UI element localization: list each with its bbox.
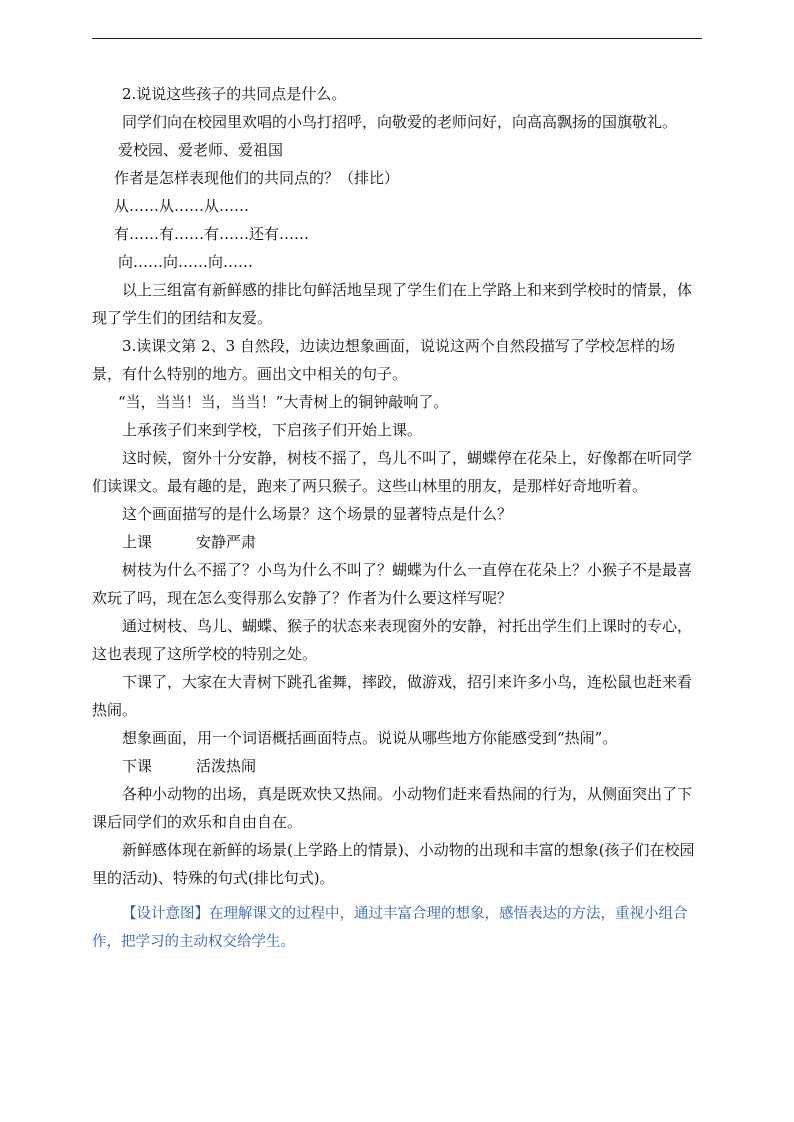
scene-feature: 活泼热闹 xyxy=(196,757,257,775)
quoted-passage: 这时候，窗外十分安静，树枝不摇了，鸟儿不叫了，蝴蝶停在花朵上，好像都在听同学们读课文。最有趣的是，跑来了两只猴子。这些山林里的朋友，是那样好奇地听着。 xyxy=(92,449,693,495)
paragraph: 各种小动物的出场，真是既欢快又热闹。小动物们赶来看热闹的行为，从侧面突出了下课后同学们的欢乐和自由自在。 xyxy=(92,785,693,831)
parallelism-pattern: 向……向……向…… xyxy=(118,253,254,271)
scene-keywords xyxy=(92,752,704,780)
summary-line: 爱校园、爱老师、爱祖国 xyxy=(118,141,284,159)
quoted-passage: 下课了，大家在大青树下跳孔雀舞，摔跤，做游戏，招引来许多小鸟，连松鼠也赶来看热闹。 xyxy=(92,673,693,719)
paragraph: 树枝为什么不摇了？小鸟为什么不叫了？蝴蝶为什么一直停在花朵上？小猴子不是最喜欢玩了吗，现在怎么变得那么安静了？作者为什么要这样写呢？ xyxy=(92,561,693,607)
paragraph: 以上三组富有新鲜感的排比句鲜活地呈现了学生们在上学路上和来到学校时的情景，体现了学生们的团结和友爱。 xyxy=(92,281,693,327)
scene-keywords xyxy=(92,528,704,556)
scene-feature: 安静严肃 xyxy=(196,533,257,551)
scene-label: 上课 xyxy=(122,533,153,551)
question-line: 想象画面，用一个词语概括画面特点。说说从哪些地方你能感受到“热闹”。 xyxy=(122,729,618,747)
paragraph: 通过树枝、鸟儿、蝴蝶、猴子的状态来表现窗外的安静，衬托出学生们上课时的专心，这也表现了这所学校的特别之处。 xyxy=(92,617,693,663)
question-2: 2.说说这些孩子的共同点是什么。 xyxy=(122,85,347,103)
paragraph: 上承孩子们来到学校，下启孩子们开始上课。 xyxy=(122,421,423,439)
question-line: 作者是怎样表现他们的共同点的？（排比） xyxy=(114,169,400,187)
parallelism-pattern: 从……从……从…… xyxy=(114,197,250,215)
scene-label: 下课 xyxy=(122,757,153,775)
document-body xyxy=(92,80,704,956)
parallelism-pattern: 有……有……有……还有…… xyxy=(114,225,310,243)
design-intent-note: 【设计意图】在理解课文的过程中，通过丰富合理的想象，感悟表达的方法，重视小组合作，把学习的主动权交给学生。 xyxy=(92,906,688,950)
quoted-sentence: “当，当当！当，当当！”大青树上的铜钟敲响了。 xyxy=(118,393,449,411)
header-rule xyxy=(92,38,702,39)
question-line: 这个画面描写的是什么场景？这个场景的显著特点是什么？ xyxy=(122,505,513,523)
question-3: 3.读课文第 2、3 自然段，边读边想象画面，说说这两个自然段描写了学校怎样的场景，有什么特别的地方。画出文中相关的句子。 xyxy=(92,337,675,383)
paragraph: 同学们向在校园里欢唱的小鸟打招呼，向敬爱的老师问好，向高高飘扬的国旗敬礼。 xyxy=(122,113,678,131)
paragraph: 新鲜感体现在新鲜的场景(上学路上的情景)、小动物的出现和丰富的想象(孩子们在校园里的活动)、特殊的句式(排比句式)。 xyxy=(92,841,695,887)
